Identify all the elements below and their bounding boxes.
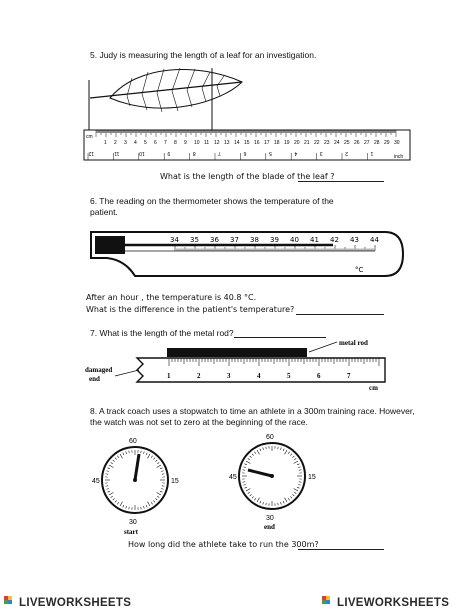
ruler-number: 20 (294, 140, 300, 146)
svg-text:15: 15 (171, 478, 179, 485)
liveworksheets-logo-left: LIVEWORKSHEETS (4, 596, 131, 609)
q5-answer-field[interactable] (298, 172, 384, 182)
metal-rod-label: metal rod (339, 339, 368, 347)
ruler-number: 4 (134, 140, 137, 146)
ruler-inch-number: 7 (218, 150, 221, 156)
thermometer-number: 42 (330, 236, 339, 244)
footer (0, 595, 474, 611)
ruler-number: 22 (314, 140, 320, 146)
q8-question-line1: 8. A track coach uses a stopwatch to time an athlete in a 300m training race. However, (90, 406, 415, 416)
svg-text:45: 45 (229, 474, 237, 481)
rod-ruler-number: 4 (257, 372, 261, 380)
ruler-inch-number: 3 (319, 150, 323, 156)
ruler-number: 1 (104, 140, 107, 146)
ruler-unit: cm (86, 134, 93, 140)
ruler-inch-number: 11 (114, 150, 120, 156)
end-label: end (264, 523, 275, 531)
start-label: start (124, 528, 138, 536)
ruler-number: 28 (374, 140, 380, 146)
thermometer-figure (85, 224, 410, 286)
thermometer-number: 44 (370, 236, 379, 244)
svg-text:60: 60 (129, 438, 137, 445)
ruler-number: 16 (254, 140, 260, 146)
ruler-number: 25 (344, 140, 350, 146)
ruler-inch-number: 10 (139, 150, 145, 156)
metal-rod-figure (85, 338, 405, 396)
q7-answer-field[interactable] (234, 328, 326, 338)
rod-ruler-number: 7 (347, 372, 351, 380)
ruler-inch-number: 1 (370, 150, 374, 156)
q6-statement: After an hour , the temperature is 40.8 °C. (86, 293, 257, 302)
ruler-number: 21 (304, 140, 310, 146)
q6-answer-prompt: What is the difference in the patient's temperature? (86, 305, 295, 314)
ruler-number: 23 (324, 140, 330, 146)
q8-answer-field[interactable] (298, 540, 384, 550)
ruler-number: 8 (174, 140, 177, 146)
rod-ruler-number: 5 (287, 372, 291, 380)
damaged-pointer (115, 370, 139, 376)
ruler-number: 6 (154, 140, 157, 146)
ruler-number: 18 (274, 140, 280, 146)
q6-answer-field[interactable] (296, 305, 384, 315)
damaged-label: damaged (85, 366, 113, 374)
ruler-number: 19 (284, 140, 290, 146)
q8-answer-prompt: How long did the athlete take to run the 300m? (128, 540, 319, 549)
ruler-number: 24 (334, 140, 340, 146)
svg-text:45: 45 (92, 478, 100, 485)
ruler-number: 2 (114, 140, 117, 146)
end-label: end (89, 375, 100, 383)
ruler-number: 9 (184, 140, 187, 146)
rod-ruler-number: 2 (197, 372, 201, 380)
ruler-number: 17 (264, 140, 270, 146)
thermometer-number: 37 (230, 236, 239, 244)
stopwatch-figure (90, 428, 340, 536)
ruler-inch-number: 2 (345, 150, 348, 156)
svg-text:30: 30 (266, 515, 274, 522)
q7-question: 7. What is the length of the metal rod? (90, 328, 234, 338)
stopwatch-start (92, 438, 179, 536)
svg-text:60: 60 (266, 434, 274, 441)
q5-question: 5. Judy is measuring the length of a leaf for an investigation. (90, 50, 317, 60)
rod-ruler-number: 1 (167, 372, 171, 380)
q6-question-line2: patient. (90, 207, 118, 217)
liveworksheets-icon (322, 596, 334, 607)
thermometer-bulb (95, 236, 125, 254)
ruler-number: 30 (394, 140, 400, 146)
ruler-inch-number: 6 (243, 150, 247, 156)
q5-answer-prompt: What is the length of the blade of the leaf ? (160, 172, 335, 181)
ruler-number: 29 (384, 140, 390, 146)
ruler-number: 13 (224, 140, 230, 146)
liveworksheets-icon (4, 596, 16, 607)
thermometer-number: 41 (310, 236, 319, 244)
thermometer-number: 35 (190, 236, 199, 244)
ruler-number: 14 (234, 140, 240, 146)
metal-rod (167, 348, 307, 357)
svg-text:15: 15 (308, 474, 316, 481)
ruler-inch-number: 9 (167, 150, 171, 156)
thermometer-number: 39 (270, 236, 279, 244)
svg-text:30: 30 (129, 519, 137, 526)
ruler-number: 7 (164, 140, 167, 146)
rod-label-pointer (309, 342, 337, 352)
ruler-inch-number: 5 (269, 150, 272, 156)
thermometer-number: 34 (170, 236, 179, 244)
ruler-number: 3 (124, 140, 127, 146)
stopwatch-end (229, 434, 316, 531)
ruler-number: 12 (214, 140, 220, 146)
rod-ruler-unit: cm (369, 384, 378, 392)
rod-ruler-number: 3 (227, 372, 231, 380)
ruler-inch-number: 4 (294, 150, 298, 156)
liveworksheets-logo-right: LIVEWORKSHEETS (322, 596, 449, 609)
ruler-inch-label: inch (394, 154, 404, 160)
ruler-number: 10 (194, 140, 200, 146)
q6-question-line1: 6. The reading on the thermometer shows the temperature of the (90, 196, 334, 206)
ruler-number: 15 (244, 140, 250, 146)
thermometer-unit: °C (355, 266, 364, 274)
q8-question-line2: the watch was not set to zero at the beginning of the race. (90, 417, 308, 427)
thermometer-number: 36 (210, 236, 219, 244)
leaf-ruler-figure (82, 60, 412, 165)
ruler-number: 5 (144, 140, 147, 146)
thermometer-number: 38 (250, 236, 259, 244)
ruler-number: 26 (354, 140, 360, 146)
ruler-number: 27 (364, 140, 370, 146)
ruler-inch-number: 12 (88, 150, 94, 156)
ruler-inch-number: 8 (192, 150, 196, 156)
thermometer-number: 40 (290, 236, 299, 244)
rod-ruler-number: 6 (317, 372, 321, 380)
ruler-number: 11 (204, 140, 210, 146)
thermometer-number: 43 (350, 236, 359, 244)
